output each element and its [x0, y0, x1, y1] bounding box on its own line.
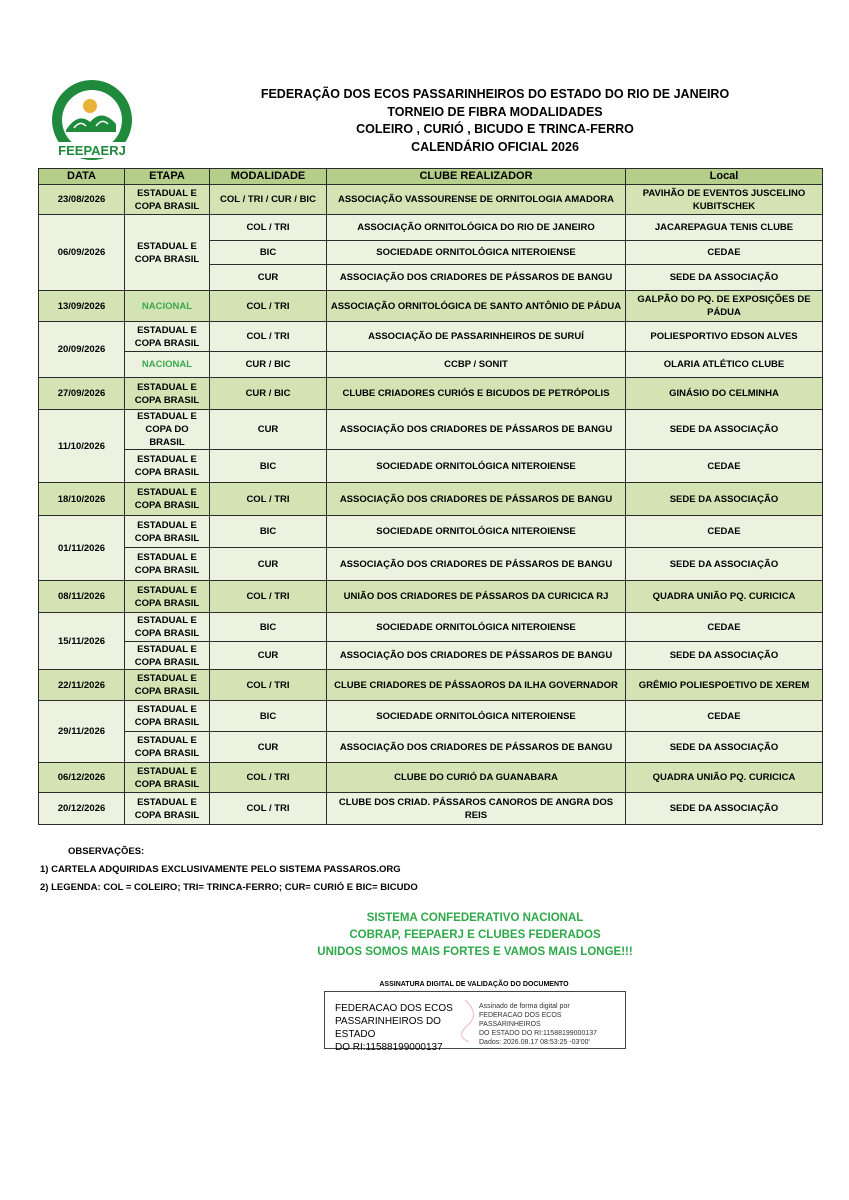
modalidade-cell: CUR / BIC	[210, 352, 327, 378]
table-row	[39, 185, 823, 215]
date-cell: 11/10/2026	[39, 410, 125, 483]
calendar-table	[38, 168, 823, 825]
etapa-cell: ESTADUAL E COPA BRASIL	[125, 185, 210, 215]
table-row	[39, 581, 823, 613]
etapa-cell: NACIONAL	[125, 291, 210, 322]
table-header-row	[39, 169, 823, 185]
date-cell: 18/10/2026	[39, 483, 125, 516]
local-cell: GINÁSIO DO CELMINHA	[626, 378, 823, 410]
table-row	[39, 763, 823, 793]
modalidade-cell: COL / TRI	[210, 291, 327, 322]
slogan-line: COBRAP, FEEPAERJ E CLUBES FEDERADOS	[349, 929, 601, 941]
document-header	[180, 86, 810, 156]
observations	[40, 843, 418, 897]
modalidade-cell: COL / TRI	[210, 483, 327, 516]
etapa-cell: ESTADUAL E COPA BRASIL	[125, 516, 210, 548]
local-cell: JACAREPAGUA TENIS CLUBE	[626, 215, 823, 241]
col-header-clube: CLUBE REALIZADOR	[327, 169, 626, 185]
col-header-data: DATA	[39, 169, 125, 185]
etapa-cell: ESTADUAL E COPA BRASIL	[125, 613, 210, 642]
clube-cell: CLUBE CRIADORES CURIÓS E BICUDOS DE PETRÓPOLIS	[327, 378, 626, 410]
clube-cell: ASSOCIAÇÃO DOS CRIADORES DE PÁSSAROS DE BANGU	[327, 265, 626, 291]
local-cell: SEDE DA ASSOCIAÇÃO	[626, 483, 823, 516]
local-cell: POLIESPORTIVO EDSON ALVES	[626, 322, 823, 352]
clube-cell: CLUBE CRIADORES DE PÁSSAOROS DA ILHA GOVERNADOR	[327, 670, 626, 701]
modalidade-cell: CUR	[210, 732, 327, 763]
table-row	[39, 670, 823, 701]
observation-item: 2) LEGENDA: COL = COLEIRO; TRI= TRINCA-FERRO; CUR= CURIÓ E BIC= BICUDO	[40, 882, 418, 893]
etapa-cell: ESTADUAL E COPA BRASIL	[125, 670, 210, 701]
local-cell: CEDAE	[626, 516, 823, 548]
feepaerj-logo	[44, 78, 140, 166]
etapa-cell: ESTADUAL E COPA BRASIL	[125, 483, 210, 516]
local-cell: SEDE DA ASSOCIAÇÃO	[626, 410, 823, 450]
modalidade-cell: CUR	[210, 642, 327, 670]
date-cell: 13/09/2026	[39, 291, 125, 322]
local-cell: CEDAE	[626, 241, 823, 265]
modalidade-cell: CUR	[210, 548, 327, 581]
modalidade-cell: COL / TRI	[210, 215, 327, 241]
header-calendar: CALENDÁRIO OFICIAL 2026	[411, 139, 579, 154]
etapa-cell: ESTADUAL E COPA BRASIL	[125, 581, 210, 613]
col-header-modalidade: MODALIDADE	[210, 169, 327, 185]
local-cell: SEDE DA ASSOCIAÇÃO	[626, 642, 823, 670]
table-row	[39, 613, 823, 642]
observations-title: OBSERVAÇÕES:	[68, 846, 145, 857]
modalidade-cell: CUR / BIC	[210, 378, 327, 410]
etapa-cell: ESTADUAL E COPA BRASIL	[125, 642, 210, 670]
signature-detail-line: DO ESTADO DO RI:11588199000137	[479, 1030, 598, 1037]
digital-signature-box	[324, 991, 626, 1053]
slogan-line: UNIDOS SOMOS MAIS FORTES E VAMOS MAIS LONGE!!!	[317, 946, 633, 958]
clube-cell: ASSOCIAÇÃO DOS CRIADORES DE PÁSSAROS DE BANGU	[327, 642, 626, 670]
clube-cell: ASSOCIAÇÃO VASSOURENSE DE ORNITOLOGIA AMADORA	[327, 185, 626, 215]
logo-name: FEEPAERJ	[58, 143, 126, 158]
date-cell: 20/09/2026	[39, 322, 125, 378]
col-header-local: Local	[626, 169, 823, 185]
table-row	[39, 450, 823, 483]
signer-line: PASSARINHEIROS DO ESTADO	[335, 1016, 441, 1040]
header-federation: FEDERAÇÃO DOS ECOS PASSARINHEIROS DO ESTADO DO RIO DE JANEIRO	[260, 87, 730, 101]
signature-detail-line: Dados: 2026.08.17 08:53:25 -03'00'	[479, 1039, 590, 1046]
etapa-cell: ESTADUAL E COPA BRASIL	[125, 548, 210, 581]
modalidade-cell: CUR	[210, 265, 327, 291]
local-cell: CEDAE	[626, 701, 823, 732]
etapa-cell: ESTADUAL E COPA BRASIL	[125, 732, 210, 763]
clube-cell: SOCIEDADE ORNITOLÓGICA NITEROIENSE	[327, 701, 626, 732]
slogan-line: SISTEMA CONFEDERATIVO NACIONAL	[366, 912, 584, 924]
col-header-etapa: ETAPA	[125, 169, 210, 185]
observation-item: 1) CARTELA ADQUIRIDAS EXCLUSIVAMENTE PELO SISTEMA PASSAROS.ORG	[40, 864, 401, 875]
clube-cell: CLUBE DO CURIÓ DA GUANABARA	[327, 763, 626, 793]
modalidade-cell: BIC	[210, 516, 327, 548]
clube-cell: ASSOCIAÇÃO ORNITOLÓGICA DO RIO DE JANEIRO	[327, 215, 626, 241]
clube-cell: ASSOCIAÇÃO DOS CRIADORES DE PÁSSAROS DE BANGU	[327, 410, 626, 450]
clube-cell: SOCIEDADE ORNITOLÓGICA NITEROIENSE	[327, 613, 626, 642]
date-cell: 15/11/2026	[39, 613, 125, 670]
table-row	[39, 215, 823, 241]
signature-details	[479, 1002, 623, 1047]
table-row	[39, 322, 823, 352]
modalidade-cell: CUR	[210, 410, 327, 450]
etapa-cell: ESTADUAL E COPA BRASIL	[125, 215, 210, 291]
local-cell: CEDAE	[626, 450, 823, 483]
etapa-cell: ESTADUAL E COPA BRASIL	[125, 322, 210, 352]
modalidade-cell: COL / TRI	[210, 581, 327, 613]
date-cell: 27/09/2026	[39, 378, 125, 410]
etapa-cell: ESTADUAL E COPA BRASIL	[125, 763, 210, 793]
signature-title: ASSINATURA DIGITAL DE VALIDAÇÃO DO DOCUMENTO	[379, 981, 569, 988]
date-cell: 06/09/2026	[39, 215, 125, 291]
local-cell: SEDE DA ASSOCIAÇÃO	[626, 732, 823, 763]
clube-cell: SOCIEDADE ORNITOLÓGICA NITEROIENSE	[327, 241, 626, 265]
etapa-cell: ESTADUAL E COPA BRASIL	[125, 793, 210, 825]
etapa-cell: ESTADUAL E COPA BRASIL	[125, 378, 210, 410]
modalidade-cell: COL / TRI	[210, 763, 327, 793]
signature-detail-line: FEDERACAO DOS ECOS PASSARINHEIROS	[479, 1012, 562, 1028]
modalidade-cell: COL / TRI	[210, 322, 327, 352]
modalidade-cell: BIC	[210, 450, 327, 483]
clube-cell: ASSOCIAÇÃO DOS CRIADORES DE PÁSSAROS DE BANGU	[327, 548, 626, 581]
modalidade-cell: BIC	[210, 701, 327, 732]
clube-cell: ASSOCIAÇÃO DOS CRIADORES DE PÁSSAROS DE BANGU	[327, 483, 626, 516]
modalidade-cell: BIC	[210, 241, 327, 265]
table-row	[39, 483, 823, 516]
etapa-cell: NACIONAL	[125, 352, 210, 378]
table-row	[39, 701, 823, 732]
local-cell: QUADRA UNIÃO PQ. CURICICA	[626, 581, 823, 613]
table-row	[39, 642, 823, 670]
etapa-cell: ESTADUAL E COPA DO BRASIL	[125, 410, 210, 450]
local-cell: GALPÃO DO PQ. DE EXPOSIÇÕES DE PÁDUA	[626, 291, 823, 322]
signature-detail-line: Assinado de forma digital por	[479, 1003, 570, 1010]
local-cell: CEDAE	[626, 613, 823, 642]
modalidade-cell: BIC	[210, 613, 327, 642]
clube-cell: ASSOCIAÇÃO ORNITOLÓGICA DE SANTO ANTÔNIO DE PÁDUA	[327, 291, 626, 322]
modalidade-cell: COL / TRI	[210, 793, 327, 825]
table-row	[39, 732, 823, 763]
table-row	[39, 548, 823, 581]
etapa-cell: ESTADUAL E COPA BRASIL	[125, 450, 210, 483]
date-cell: 23/08/2026	[39, 185, 125, 215]
slogan	[250, 910, 700, 961]
local-cell: SEDE DA ASSOCIAÇÃO	[626, 548, 823, 581]
date-cell: 22/11/2026	[39, 670, 125, 701]
local-cell: PAVIHÃO DE EVENTOS JUSCELINO KUBITSCHEK	[626, 185, 823, 215]
modalidade-cell: COL / TRI	[210, 670, 327, 701]
local-cell: SEDE DA ASSOCIAÇÃO	[626, 793, 823, 825]
table-row	[39, 793, 823, 825]
header-species: COLEIRO , CURIÓ , BICUDO E TRINCA-FERRO	[356, 122, 634, 136]
table-row	[39, 291, 823, 322]
date-cell: 20/12/2026	[39, 793, 125, 825]
clube-cell: UNIÃO DOS CRIADORES DE PÁSSAROS DA CURICICA RJ	[327, 581, 626, 613]
clube-cell: SOCIEDADE ORNITOLÓGICA NITEROIENSE	[327, 450, 626, 483]
date-cell: 06/12/2026	[39, 763, 125, 793]
clube-cell: ASSOCIAÇÃO DE PASSARINHEIROS DE SURUÍ	[327, 322, 626, 352]
table-row	[39, 410, 823, 450]
date-cell: 29/11/2026	[39, 701, 125, 763]
clube-cell: SOCIEDADE ORNITOLÓGICA NITEROIENSE	[327, 516, 626, 548]
clube-cell: CLUBE DOS CRIAD. PÁSSAROS CANOROS DE ANGRA DOS REIS	[327, 793, 626, 825]
date-cell: 08/11/2026	[39, 581, 125, 613]
signer-line: DO RI:11588199000137	[335, 1042, 443, 1053]
local-cell: SEDE DA ASSOCIAÇÃO	[626, 265, 823, 291]
table-row	[39, 352, 823, 378]
table-row	[39, 378, 823, 410]
table-row	[39, 516, 823, 548]
date-cell: 01/11/2026	[39, 516, 125, 581]
etapa-cell: ESTADUAL E COPA BRASIL	[125, 701, 210, 732]
signer-line: FEDERACAO DOS ECOS	[335, 1003, 453, 1014]
header-tournament: TORNEIO DE FIBRA MODALIDADES	[387, 104, 603, 119]
local-cell: QUADRA UNIÃO PQ. CURICICA	[626, 763, 823, 793]
local-cell: OLARIA ATLÉTICO CLUBE	[626, 352, 823, 378]
modalidade-cell: COL / TRI / CUR / BIC	[210, 185, 327, 215]
clube-cell: CCBP / SONIT	[327, 352, 626, 378]
local-cell: GRÊMIO POLIESPOETIVO DE XEREM	[626, 670, 823, 701]
clube-cell: ASSOCIAÇÃO DOS CRIADORES DE PÁSSAROS DE BANGU	[327, 732, 626, 763]
